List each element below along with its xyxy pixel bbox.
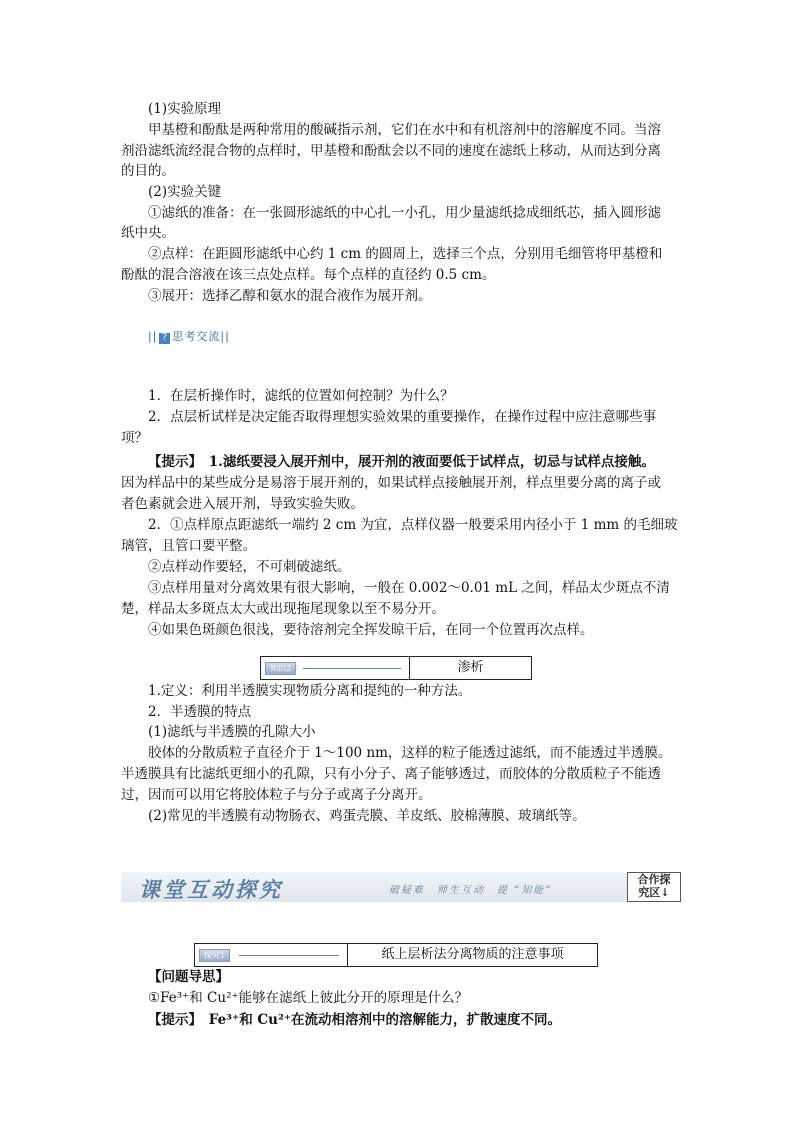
section-banner <box>121 872 681 902</box>
hint-line: 2．①点样原点距滤纸一端约 2 cm 为宜，点样仪器一般要采用内径小于 1 mm 的毛细玻 <box>148 517 678 533</box>
knowledge-box <box>260 656 532 680</box>
section-heading: (1)实验原理 <box>148 101 222 117</box>
hint-line: 【提示】 Fe³⁺和 Cu²⁺在流动相溶剂中的溶解能力，扩散速度不同。 <box>148 1012 562 1028</box>
paragraph-line: (1)滤纸与半透膜的孔隙大小 <box>148 724 316 740</box>
hint-line: 璃管，且管口要平整。 <box>121 538 256 554</box>
banner-badge: 合作探 究区↓ <box>627 872 681 902</box>
paragraph-line: 过，因而可以用它将胶体粒子与分子或离子分离开。 <box>121 787 432 803</box>
question-icon: ? <box>159 333 170 344</box>
think-label: 思考交流 <box>172 330 221 343</box>
think-exchange-tag: || ? 思考交流|| <box>148 330 230 343</box>
hint-line: ②点样动作要轻，不可刺破滤纸。 <box>148 559 351 575</box>
paragraph-line: (2)常见的半透膜有动物肠衣、鸡蛋壳膜、羊皮纸、胶棉薄膜、玻璃纸等。 <box>148 808 586 824</box>
knowledge-title: 渗析 <box>457 660 484 675</box>
paragraph-line: 胶体的分散质粒子直径介于 1～100 nm，这样的粒子能透过滤纸，而不能透过半透膜。 <box>148 745 672 761</box>
hint-line: 者色素就会进入展开剂，导致实验失败。 <box>121 496 364 512</box>
explore-tag: 探究1 <box>199 949 230 962</box>
banner-title: 课堂互动探究 <box>139 877 283 902</box>
banner-subtitle: 破疑难 师生互动 提 “知能” <box>389 885 553 896</box>
explore-box <box>194 943 598 967</box>
hint-line: 楚，样品太多斑点太大或出现拖尾现象以至不易分开。 <box>121 601 445 617</box>
paragraph-line: 酚酞的混合溶液在该三点处点样。每个点样的直径约 0.5 cm。 <box>121 267 496 283</box>
paragraph-line: 纸中央。 <box>121 225 175 241</box>
paragraph-line: 甲基橙和酚酞是两种常用的酸碱指示剂，它们在水中和有机溶剂中的溶解度不同。当溶 <box>148 122 661 138</box>
question-line: ①Fe³⁺和 Cu²⁺能够在滤纸上彼此分开的原理是什么？ <box>148 990 469 1006</box>
question-line: 2．点层析试样是决定能否取得理想实验效果的重要操作，在操作过程中应注意哪些事 <box>148 409 657 425</box>
knowledge-tag: 知识2 <box>265 662 296 675</box>
paragraph-line: ①滤纸的准备：在一张圆形滤纸的中心扎一小孔，用少量滤纸捻成细纸芯，插入圆形滤 <box>148 205 661 221</box>
question-line: 项？ <box>121 430 148 446</box>
paragraph-line: ②点样：在距圆形滤纸中心约 1 cm 的圆周上，选择三个点，分别用毛细管将甲基橙和 <box>148 246 663 262</box>
explore-title: 纸上层析法分离物质的注意事项 <box>381 947 564 962</box>
paragraph-line: 2．半透膜的特点 <box>148 704 252 720</box>
paragraph-line: 的目的。 <box>121 163 175 179</box>
question-line: 1．在层析操作时，滤纸的位置如何控制？为什么？ <box>148 388 454 404</box>
hint-line: 【提示】 1.滤纸要浸入展开剂中，展开剂的液面要低于试样点，切忌与试样点接触。 <box>148 454 655 470</box>
paragraph-line: ③展开：选择乙醇和氨水的混合液作为展开剂。 <box>148 288 432 304</box>
hint-line: ③点样用量对分离效果有很大影响，一般在 0.002～0.01 mL 之间，样品太少斑点不清 <box>148 580 670 596</box>
hint-line: ④如果色斑颜色很浅，要待溶剂完全挥发晾干后，在同一个位置再次点样。 <box>148 622 594 638</box>
paragraph-line: 半透膜具有比滤纸更细小的孔隙，只有小分子、离子能够透过，而胶体的分散质粒子不能透 <box>121 766 661 782</box>
paragraph-line: 剂沿滤纸流经混合物的点样时，甲基橙和酚酞会以不同的速度在滤纸上移动，从而达到分离 <box>121 143 661 159</box>
hint-line: 因为样品中的某些成分是易溶于展开剂的，如果试样点接触展开剂，样点里要分离的离子或 <box>121 475 661 491</box>
section-heading: 【问题导思】 <box>148 969 229 985</box>
paragraph-line: 1.定义：利用半透膜实现物质分离和提纯的一种方法。 <box>148 683 472 699</box>
section-heading: (2)实验关键 <box>148 184 222 200</box>
